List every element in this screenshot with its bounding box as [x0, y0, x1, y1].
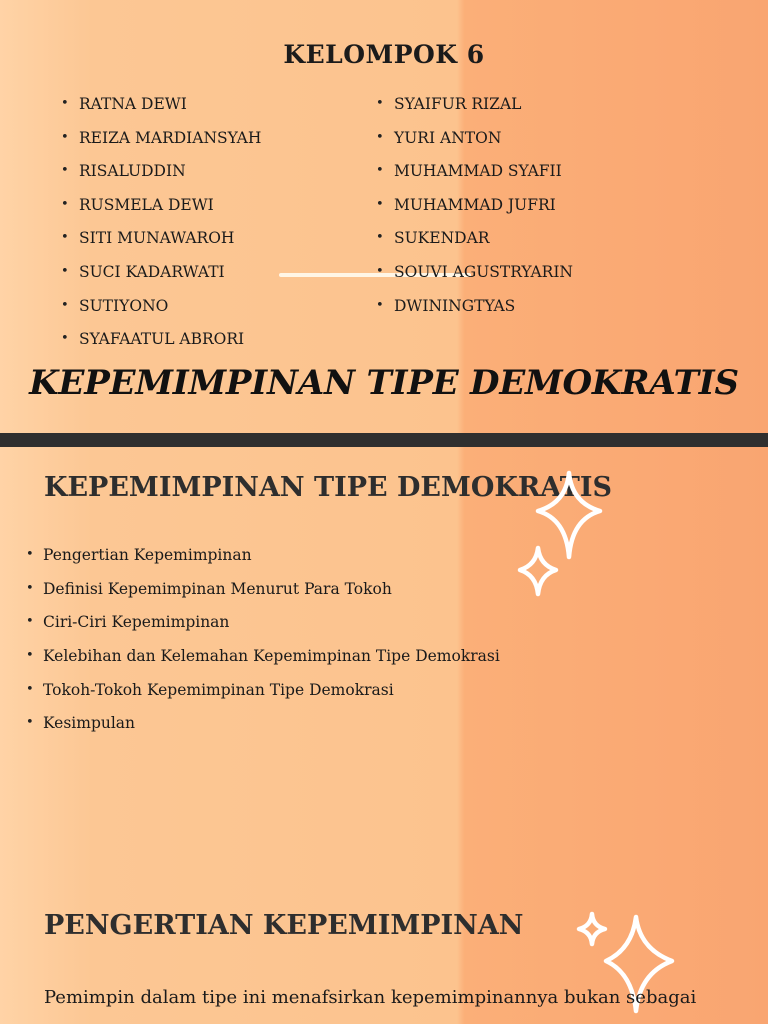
members-list-right [376, 94, 573, 329]
members-list-left [61, 94, 261, 363]
list-item: • SUTIYONO [61, 296, 261, 330]
list-item: • SYAIFUR RIZAL [376, 94, 573, 128]
list-item: • SITI MUNAWAROH [61, 228, 261, 262]
list-item: • SOUVI AGUSTRYARIN [376, 262, 573, 296]
presentation-title: KEPEMIMPINAN TIPE DEMOKRATIS [29, 363, 739, 403]
section-body: Pemimpin dalam tipe ini menafsirkan kepemimpinannya bukan sebagai [44, 987, 697, 1008]
list-item: • SYAFAATUL ABRORI [61, 329, 261, 363]
list-item: • Tokoh-Tokoh Kepemimpinan Tipe Demokrasi [26, 680, 500, 714]
list-item: • MUHAMMAD SYAFII [376, 161, 573, 195]
section-title: PENGERTIAN KEPEMIMPINAN [44, 910, 524, 941]
list-item: • Kelebihan dan Kelemahan Kepemimpinan Tipe Demokrasi [26, 646, 500, 680]
list-item: • Kesimpulan [26, 713, 500, 747]
list-item: • REIZA MARDIANSYAH [61, 128, 261, 162]
contents-title: KEPEMIMPINAN TIPE DEMOKRATIS [44, 472, 612, 503]
slide-group-members [0, 0, 768, 433]
slide-divider [0, 433, 768, 447]
list-item: • RISALUDDIN [61, 161, 261, 195]
list-item: • RATNA DEWI [61, 94, 261, 128]
list-item: • DWININGTYAS [376, 296, 573, 330]
sparkle-icon [513, 543, 563, 599]
contents-list [26, 545, 500, 747]
list-item: • YURI ANTON [376, 128, 573, 162]
list-item: • RUSMELA DEWI [61, 195, 261, 229]
list-item: • Definisi Kepemimpinan Menurut Para Tokoh [26, 579, 500, 613]
list-item: • SUCI KADARWATI [61, 262, 261, 296]
slide-contents [0, 447, 768, 1024]
list-item: • SUKENDAR [376, 228, 573, 262]
list-item: • Pengertian Kepemimpinan [26, 545, 500, 579]
group-title: KELOMPOK 6 [283, 40, 485, 69]
list-item: • MUHAMMAD JUFRI [376, 195, 573, 229]
list-item: • Ciri-Ciri Kepemimpinan [26, 612, 500, 646]
